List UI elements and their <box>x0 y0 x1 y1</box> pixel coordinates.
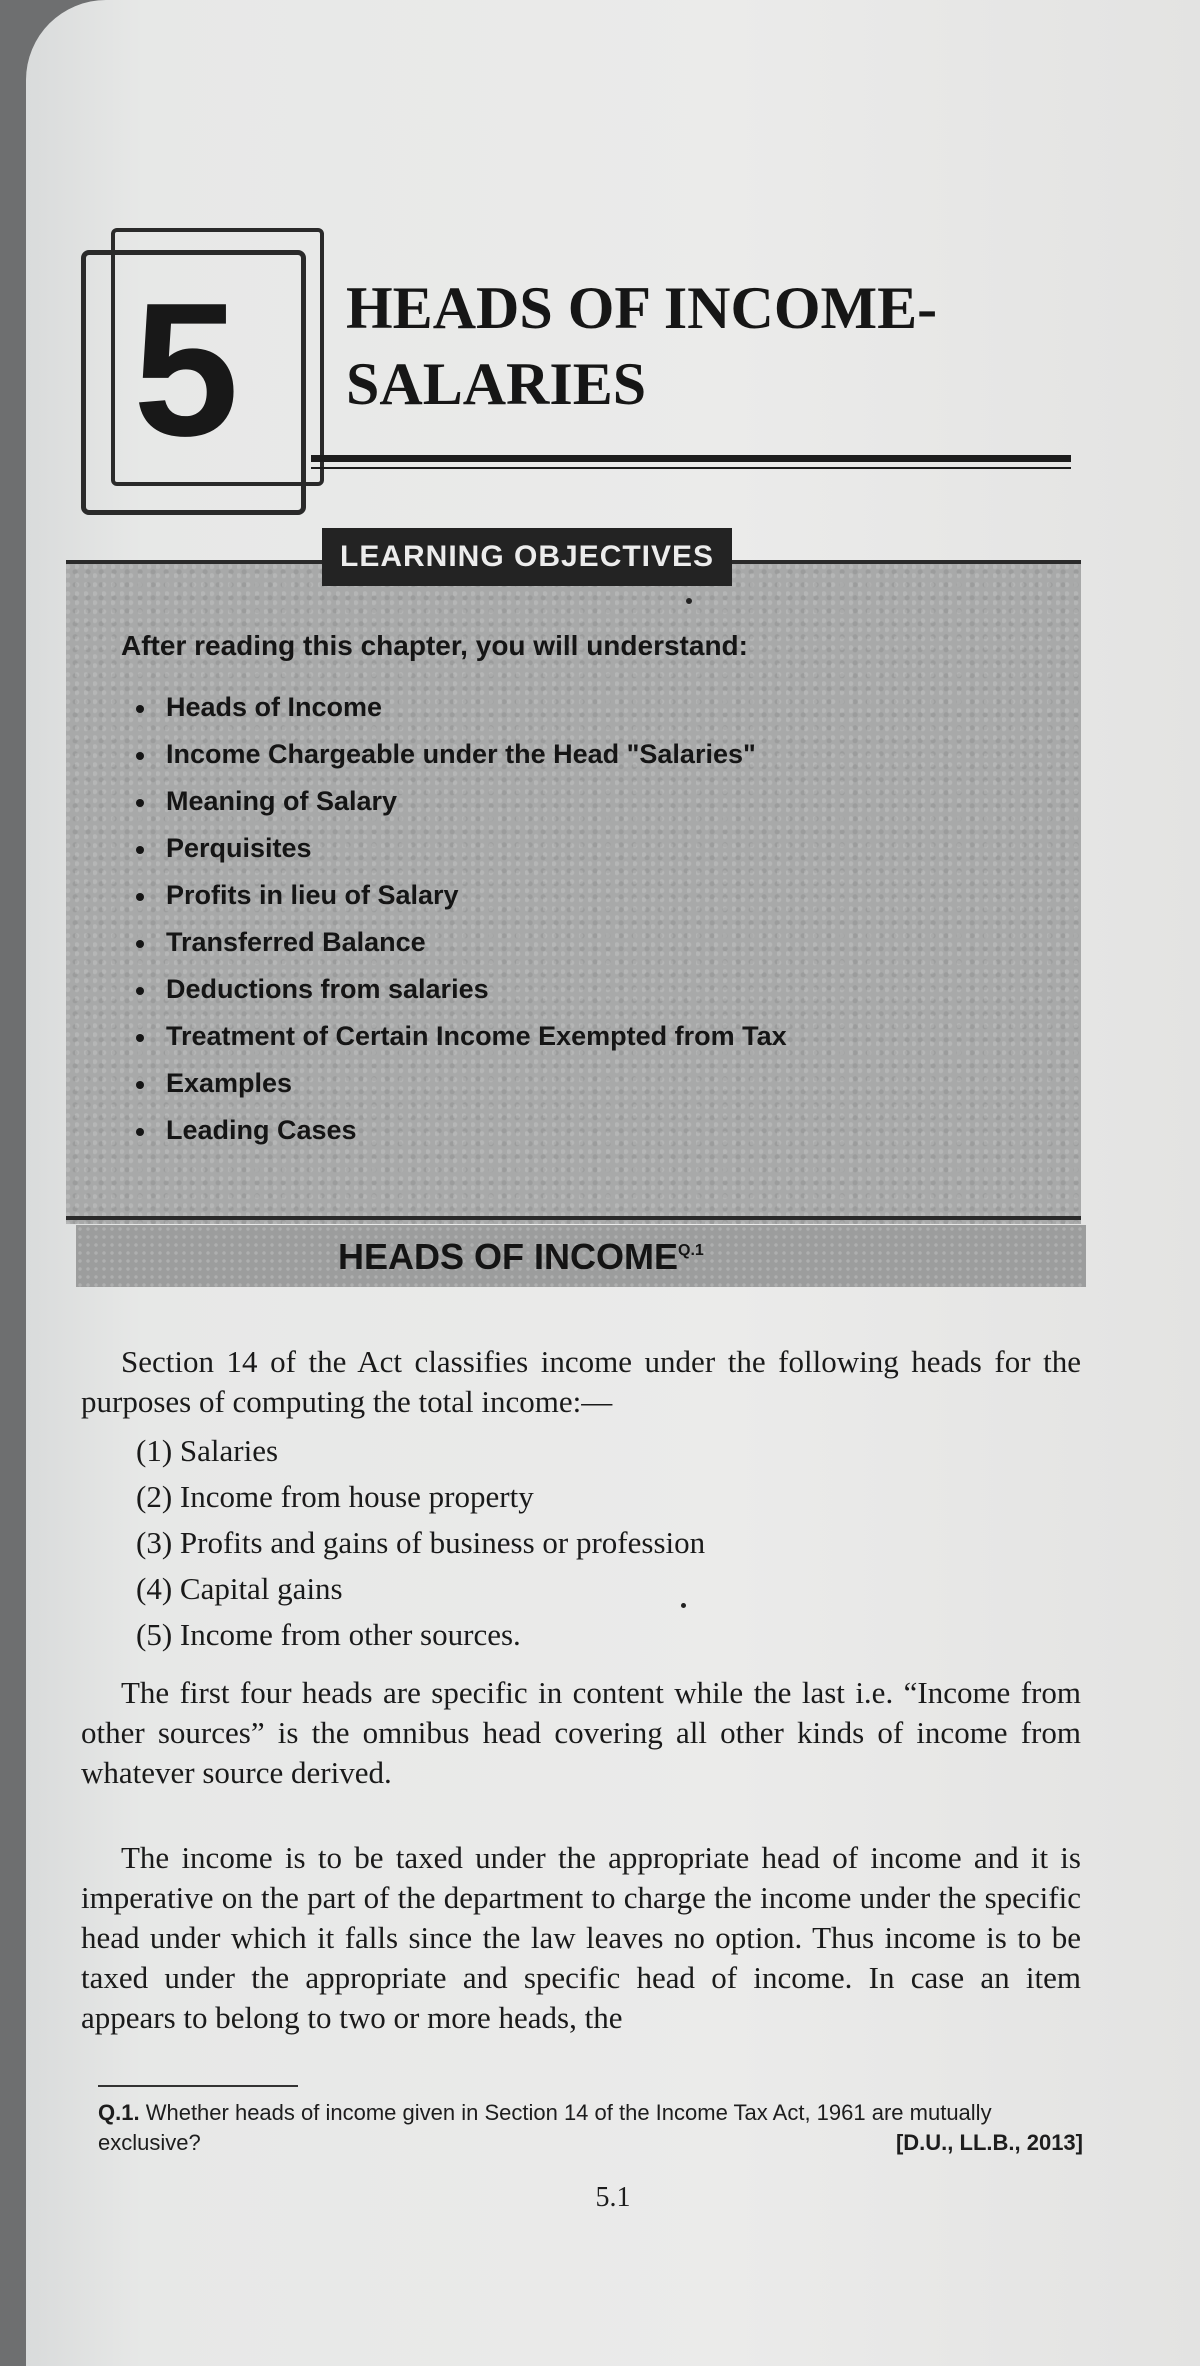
title-rule-thick <box>311 455 1071 462</box>
section-heading <box>338 1228 704 1286</box>
chapter-number: 5 <box>133 264 239 476</box>
paragraph-omnibus-head: The first four heads are specific in content while the last i.e. “Income from other sources” is the omnibus head covering all other kinds of income from whatever source derived. <box>81 1675 1081 1790</box>
book-page <box>26 0 1200 2366</box>
heads-list <box>136 1428 705 1658</box>
objective-item: Heads of Income <box>136 684 787 731</box>
learning-objectives-intro: After reading this chapter, you will understand: <box>121 630 748 661</box>
print-speck <box>686 598 692 604</box>
objective-item: Transferred Balance <box>136 919 787 966</box>
objective-item: Leading Cases <box>136 1107 787 1154</box>
footnote-rule <box>98 2085 298 2087</box>
title-rule-thin <box>311 467 1071 469</box>
section-intro-paragraph: Section 14 of the Act classifies income under the following heads for the purposes of computing the total income:— <box>81 1344 1081 1419</box>
section-heading-text: HEADS OF INCOME <box>338 1236 679 1277</box>
print-speck <box>681 1603 686 1608</box>
footnote <box>98 2098 1083 2158</box>
section-heading-ref: Q.1 <box>678 1242 704 1259</box>
learning-objectives-label: LEARNING OBJECTIVES <box>322 528 732 586</box>
chapter-title: HEADS OF INCOME- SALARIES <box>346 275 938 417</box>
footnote-label: Q.1. <box>98 2100 140 2125</box>
objective-item: Deductions from salaries <box>136 966 787 1013</box>
head-item: (1) Salaries <box>136 1433 279 1468</box>
footnote-text: Whether heads of income given in Section 14 of the Income Tax Act, 1961 are mutually exclusive? <box>98 2100 992 2155</box>
head-item: (3) Profits and gains of business or profession <box>136 1525 706 1560</box>
page-number: 5.1 <box>595 2182 631 2213</box>
objective-item: Examples <box>136 1060 787 1107</box>
objective-item: Meaning of Salary <box>136 778 787 825</box>
head-item: (4) Capital gains <box>136 1571 343 1606</box>
objective-item: Perquisites <box>136 825 787 872</box>
head-item: (2) Income from house property <box>136 1479 534 1514</box>
learning-objectives-list <box>136 684 787 1154</box>
objective-item: Profits in lieu of Salary <box>136 872 787 919</box>
head-item: (5) Income from other sources. <box>136 1617 521 1652</box>
learning-objectives-bottom-rule <box>66 1216 1081 1220</box>
footnote-citation: [D.U., LL.B., 2013] <box>895 2130 1083 2155</box>
paragraph-appropriate-head: The income is to be taxed under the appropriate head of income and it is imperative on the part of the department to charge the income under the specific head under which it falls since the law leaves no option. Thus income is to be taxed under the appropriate and specific head of income. In case an item appears to belong to two or more heads, the <box>81 1840 1081 2035</box>
objective-item: Treatment of Certain Income Exempted from Tax <box>136 1013 787 1060</box>
objective-item: Income Chargeable under the Head "Salaries" <box>136 731 787 778</box>
